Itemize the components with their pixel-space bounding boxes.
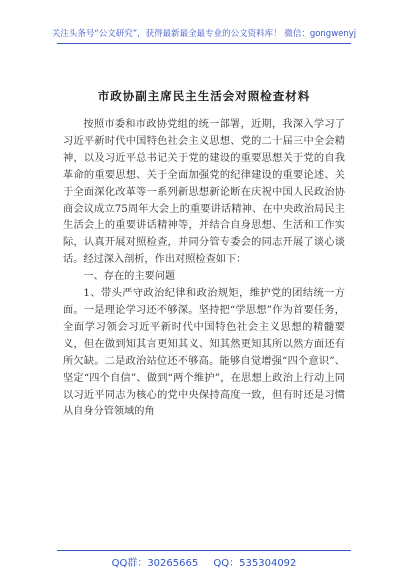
page-header bbox=[0, 0, 408, 70]
footer-qq-group: QQ群：30265665 bbox=[111, 558, 199, 569]
section-heading: 一、存在的主要问题 bbox=[83, 271, 176, 283]
intro-paragraph: 按照市委和市政协党组的统一部署，近期，我深入学习了习近平新时代中国特色社会主义思想、党的二十届三中全会精神，以及习近平总书记关于党的建设的重要思想关于党的自我革命的重要思想、关于全面加强党的纪律建设的重要论述、关于全面深化改革等一系列新思想新论断在庆祝中国人民政治协商会议成立75周年大会上的重要讲话精神、在中央政治局民主生活会上的重要讲话精神等，并结合自身思想、生活和工作实际，认真开展对照检查，并同分管专委会的同志开展了谈心谈话。经过深入剖析，作出对照检查如下： bbox=[63, 119, 345, 266]
document-body bbox=[63, 117, 345, 421]
header-notice: 关注头条号“公文研究”，获得最新最全最专业的公文资料库！ 微信：gongwenyj bbox=[51, 29, 357, 39]
header-divider bbox=[57, 43, 351, 44]
footer-divider bbox=[57, 550, 351, 551]
page-footer bbox=[0, 554, 408, 569]
point-paragraph: 1、带头严守政治纪律和政治规矩，维护党的团结统一方面。一是理论学习还不够深。坚持把“学思想”作为首要任务，全面学习领会习近平新时代中国特色社会主义思想的精髓要义，但在做到知其言更知其义、知其然更知其所以然方面还有所欠缺。二是政治站位还不够高。能够自觉增强“四个意识”、坚定“四个自信”、做到“两个维护”，在思想上政治上行动上同以习近平同志为核心的党中央保持高度一致，但有时还是习惯从自身分管领域的角 bbox=[63, 288, 345, 418]
footer-qq-contact: QQ：535304092 bbox=[213, 558, 297, 569]
document-title: 市政协副主席民主生活会对照检查材料 bbox=[97, 89, 311, 103]
